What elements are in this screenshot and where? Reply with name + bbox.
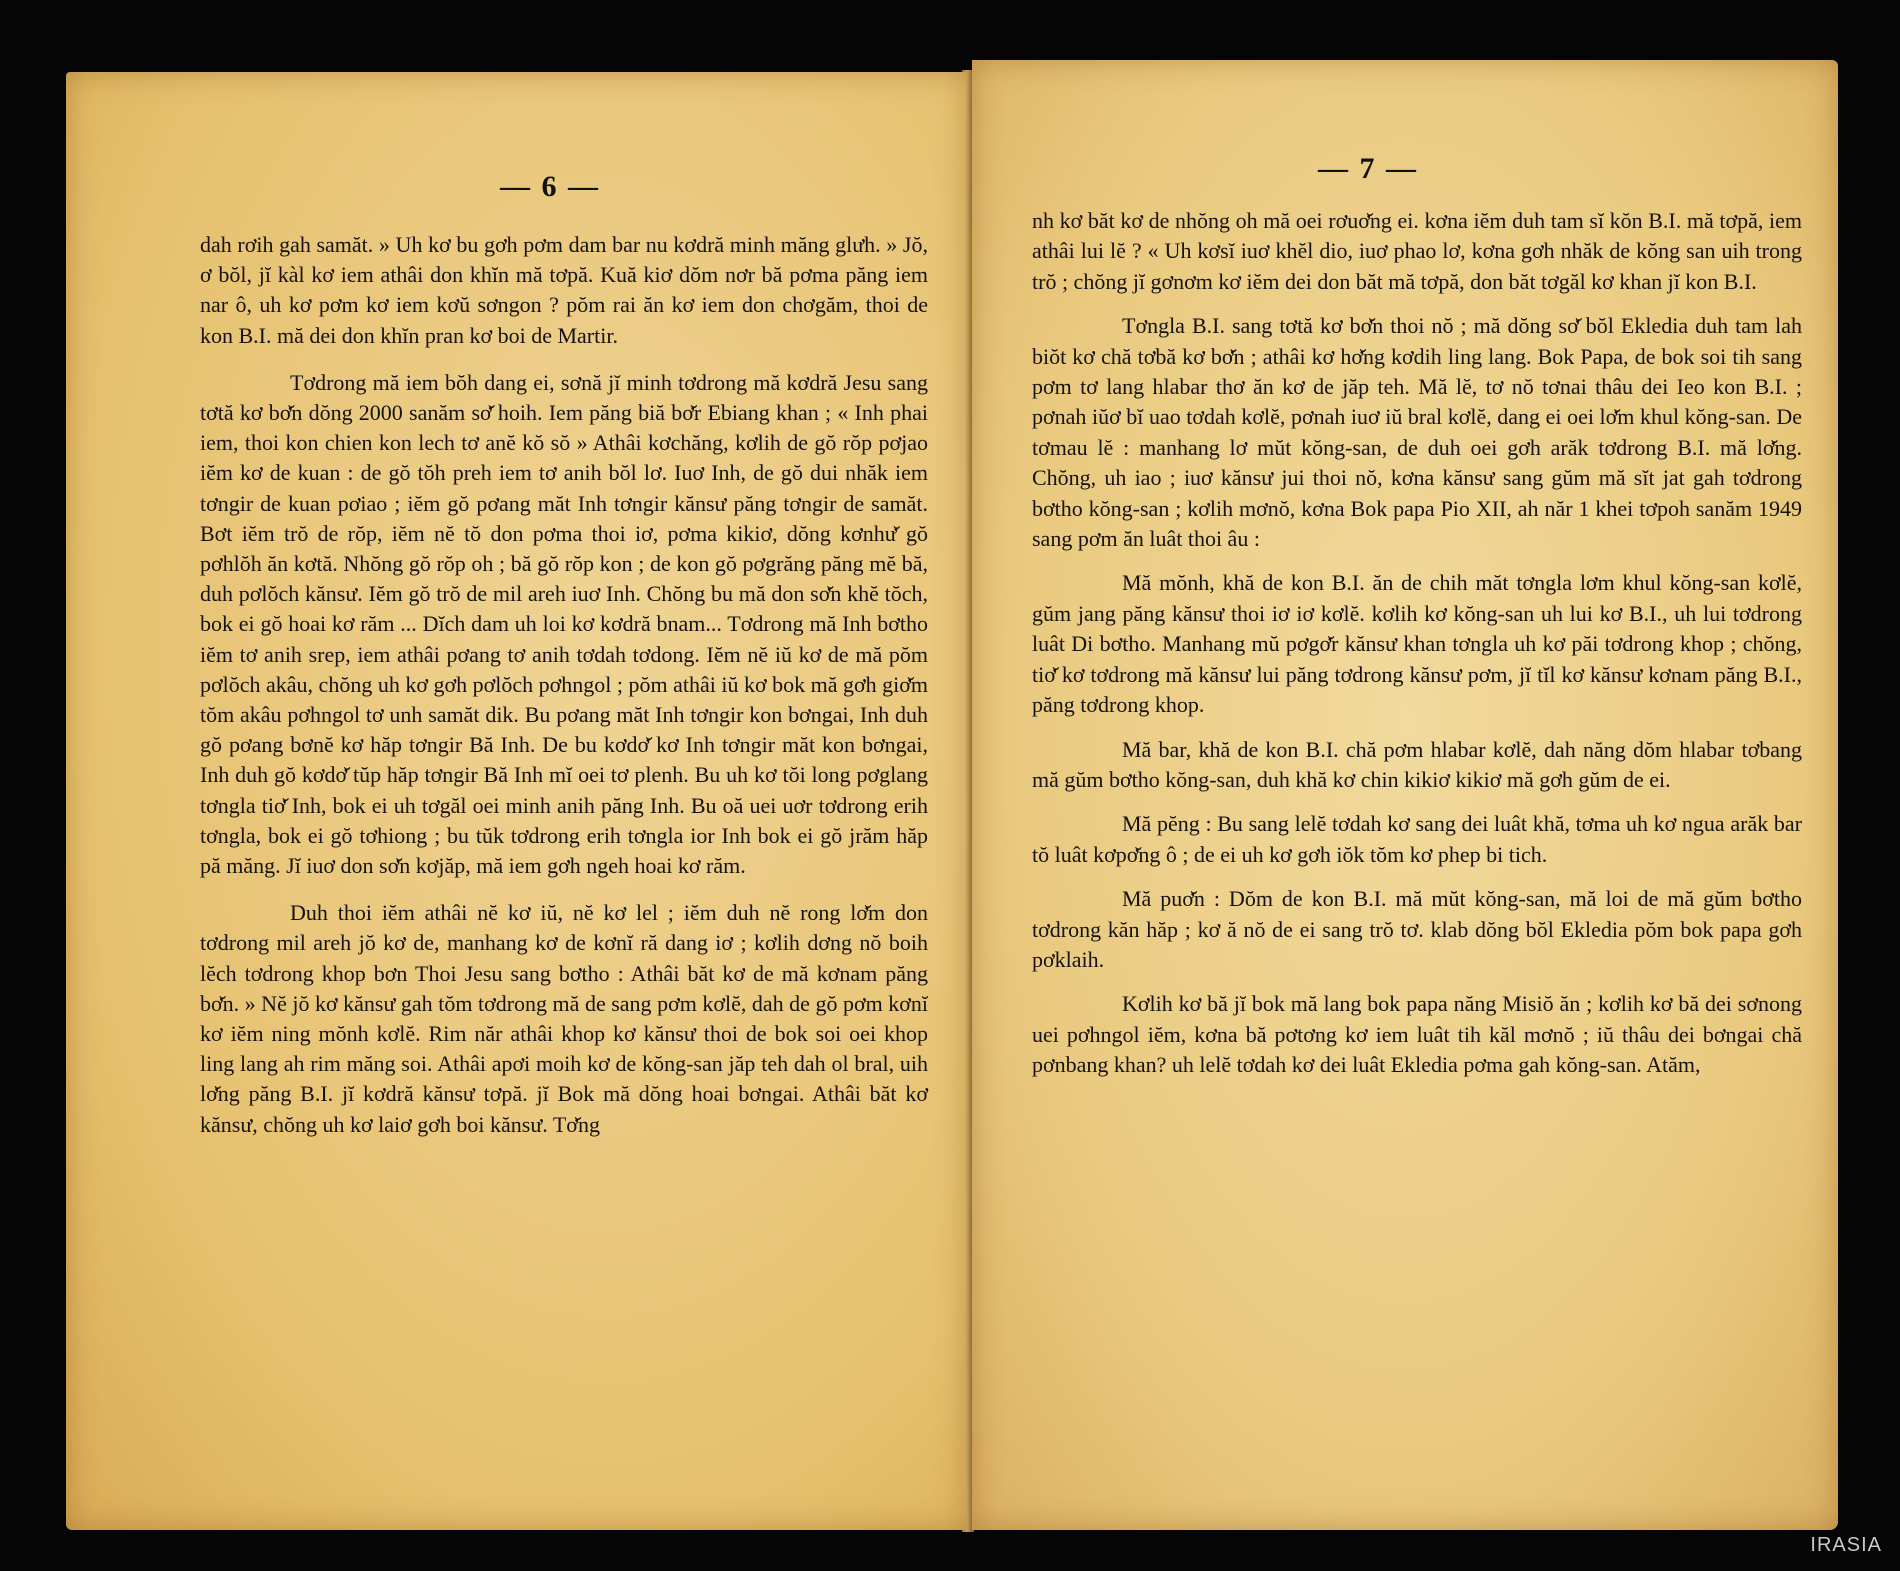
- right-page-text: [1032, 206, 1802, 1081]
- paragraph: Mă puơ̆n : Dŏm de kon B.I. mă mŭt kŏng-san, mă loi de mă gŭm bơtho tơdrong kăn hăp ; kơ ă nŏ de ei sang trŏ tơ. klab dŏng bŏl Ekledia pŏm bok papa gơh pơklaih.: [1032, 886, 1802, 972]
- paragraph: Tơngla B.I. sang tơtă kơ bơ̆n thoi nŏ ; mă dŏng sơ̆ bŏl Ekledia duh tam lah biŏt kơ chă tơbă kơ bơ̆n ; athâi kơ hơ̆ng kơdih ling lang. Bok Papa, de bok soi tih sang pơm tơ lang hlabar thơ ăn kơ de jăp teh. Mă lĕ, tơ nŏ tơnai thâu dei Ieo kon B.I. ; pơnah iŭơ bĭ uao tơdah kơlĕ, pơnah iuơ iŭ bral kơlĕ, dang ei oei lơ̆m khul kŏng-san. De tơmau lĕ : manhang lơ mŭt kŏng-san, de duh oei gơh arăk tơdrong B.I. mă lơ̆ng. Chŏng, uh iao ; iuơ kănsư jui thoi nŏ, kơna kănsư sang gŭm mă sĭt jat gah tơdrong bơtho kŏng-san ; kơlih mơnŏ, kơna Bok papa Pio XII, ah năr 1 khei tơpoh sanăm 1949 sang pơm ăn luât thoi âu :: [1032, 313, 1802, 552]
- paragraph: Mă mŏnh, khă de kon B.I. ăn de chih măt tơngla lơm khul kŏng-san kơlĕ, gŭm jang păng kănsư thoi iơ iơ kơlĕ. kơlih kơ kŏng-san uh lui kơ B.I., uh lui tơdrong luât Di bơtho. Manhang mŭ pơgơ̆r kănsư khan tơngla uh kơ păi tơdrong khop ; chŏng, tiơ̆ kơ tơdrong mă kănsư lui păng tơdrong kănsư pơm, jĭ tĭl kơ kănsư kơnam păng B.I., păng tơdrong khop.: [1032, 570, 1802, 718]
- paragraph: dah rơih gah samăt. » Uh kơ bu gơh pơm dam bar nu kơdră minh măng glưh. » Jŏ, ơ bŏl, jĭ kàl kơ iem athâi don khĭn mă tơpă. Kuă kiơ dŏm nơr bă pơma păng iem nar ô, uh kơ pơm kơ iem kơŭ sơngon ? pŏm rai ăn kơ iem don chơgăm, thoi de kon B.I. mă dei don khĭn pran kơ boi de Martir.: [200, 232, 928, 348]
- paragraph: Mă bar, khă de kon B.I. chă pơm hlabar kơlĕ, dah năng dŏm hlabar tơbang mă gŭm bơtho kŏng-san, duh khă kơ chin kikiơ kikiơ mă gơh gŭm de ei.: [1032, 736, 1802, 792]
- page-number-6: — 6 —: [500, 170, 600, 203]
- paragraph: Kơlih kơ bă jĭ bok mă lang bok papa năng Misiŏ ăn ; kơlih kơ bă dei sơnong uei pơhngol iĕm, kơna bă pơtơng kơ iem luât tih kăl mơnŏ ; iŭ thâu dei bơngai chă pơnbang khan? uh lelĕ tơdah kơ dei luât Ekledia pơma gah kŏng-san. Atăm,: [1032, 991, 1802, 1078]
- left-page-text: [200, 230, 928, 1140]
- paragraph: Duh thoi iĕm athâi nĕ kơ iŭ, nĕ kơ lel ; iĕm duh nĕ rong lơ̆m don tơdrong mil areh jŏ kơ de, manhang kơ de kơnĭ ră dang iơ ; kơlih dơng nŏ boih lĕch tơdrong khop bơn Thoi Jesu sang bơtho : Athâi băt kơ de mă kơnam păng bơ̆n. » Nĕ jŏ kơ kănsư gah tŏm tơdrong mă de sang pơm kơlĕ, dah de gŏ pơm kơnĭ kơ iĕm ning mŏnh kơlĕ. Rim năr athâi khop kơ kănsư thoi de bok soi oei khop ling lang ah rim măng soi. Athâi apơi moih kơ de kŏng-san jăp teh dah ol bral, uih lơ̆ng păng B.I. jĭ kơdră kănsư tơpă. jĭ Bok mă dŏng hoai bơngai. Athâi băt kơ kănsư, chŏng uh kơ laiơ gơh boi kănsư. Tơ̆ng: [200, 900, 928, 1137]
- left-page: [66, 72, 966, 1530]
- paragraph: nh kơ băt kơ de nhŏng oh mă oei rơuơ̆ng ei. kơna iĕm duh tam sĭ kŏn B.I. mă tơpă, iem athâi lui lĕ ? « Uh kơsĭ iuơ khĕl dio, iuơ phao lơ, kơna gơh nhăk de kŏng san uih trong trŏ ; chŏng jĭ gơnơm kơ iĕm dei don băt mă tơpă, don băt tơgăl kơ khan jĭ kon B.I.: [1032, 208, 1802, 294]
- paragraph: Tơdrong mă iem bŏh dang ei, sơnă jĭ minh tơdrong mă kơdră Jesu sang tơtă kơ bơ̆n dŏng 2000 sanăm sơ̆ hoih. Iem păng biă bơ̆r Ebiang khan ; « Inh phai iem, thoi kon chien kon lech tơ anĕ kŏ sŏ » Athâi kơchăng, kơlih de gŏ rŏp pơjao iĕm kơ de kuan : de gŏ tŏh preh iem tơ anih bŏl lơ. Iuơ Inh, de gŏ dui nhăk iem tơngir de kuan pơiao ; iĕm gŏ pơang măt Inh tơngir kănsư păng tơngir de samăt. Bơt iĕm trŏ de rŏp, iĕm nĕ tŏ don pơma thoi iơ, pơma kikiơ, dŏng kơnhư̆ gŏ pơhlŏh ăn kơtă. Nhŏng gŏ rŏp oh ; bă gŏ rŏp kon ; de kon gŏ pơgrăng păng mĕ bă, duh pơlŏch kănsư. Iĕm gŏ trŏ de mil areh iuơ Inh. Chŏng bu mă don sơ̆n khĕ tŏch, bok ei gŏ hoai kơ răm ... Dĭch dam uh loi kơ kơdră bnam... Tơdrong mă Inh bơtho iĕm tơ anih srep, iem athâi pơang tơ anih tơdah tơdong. Iĕm nĕ iŭ kơ de mă pŏm pơlŏch akâu, chŏng uh kơ gơh pơlŏch pơhngol ; pŏm athâi iŭ kơ bok mă gơh giơ̆m tŏm akâu pơhngol tơ unh samăt dik. Bu pơang măt Inh tơngir kon bơngai, Inh duh gŏ pơang bơnĕ kơ hăp tơngir Bă Inh. De bu kơdơ̆ kơ Inh tơngir măt kon bơngai, Inh duh gŏ kơdơ̆ tŭp hăp tơngir Bă Inh mĭ oei tơ plenh. Bu uh kơ tŏi long pơglang tơngla tiơ̆ Inh, bok ei uh tơgăl oei minh anih păng Inh. Bu oă uei uơr tơdrong erih tơngla, bok ei gŏ tơhiong ; bu tŭk tơdrong erih tơngla ior Inh bok ei gŏ jrăm hăp pă măng. Jĭ iuơ don sơ̆n kơjăp, mă iem gơh ngeh hoai kơ răm.: [200, 369, 928, 879]
- page-number-7: — 7 —: [1318, 152, 1418, 185]
- paragraph: Mă pĕng : Bu sang lelĕ tơdah kơ sang dei luât khă, tơma uh kơ ngua arăk bar tŏ luât kơpơ̆ng ô ; de ei uh kơ gơh iŏk tŏm kơ phep bi tich.: [1032, 811, 1802, 867]
- watermark: IRASIA: [1810, 1534, 1882, 1556]
- right-page: [972, 60, 1838, 1530]
